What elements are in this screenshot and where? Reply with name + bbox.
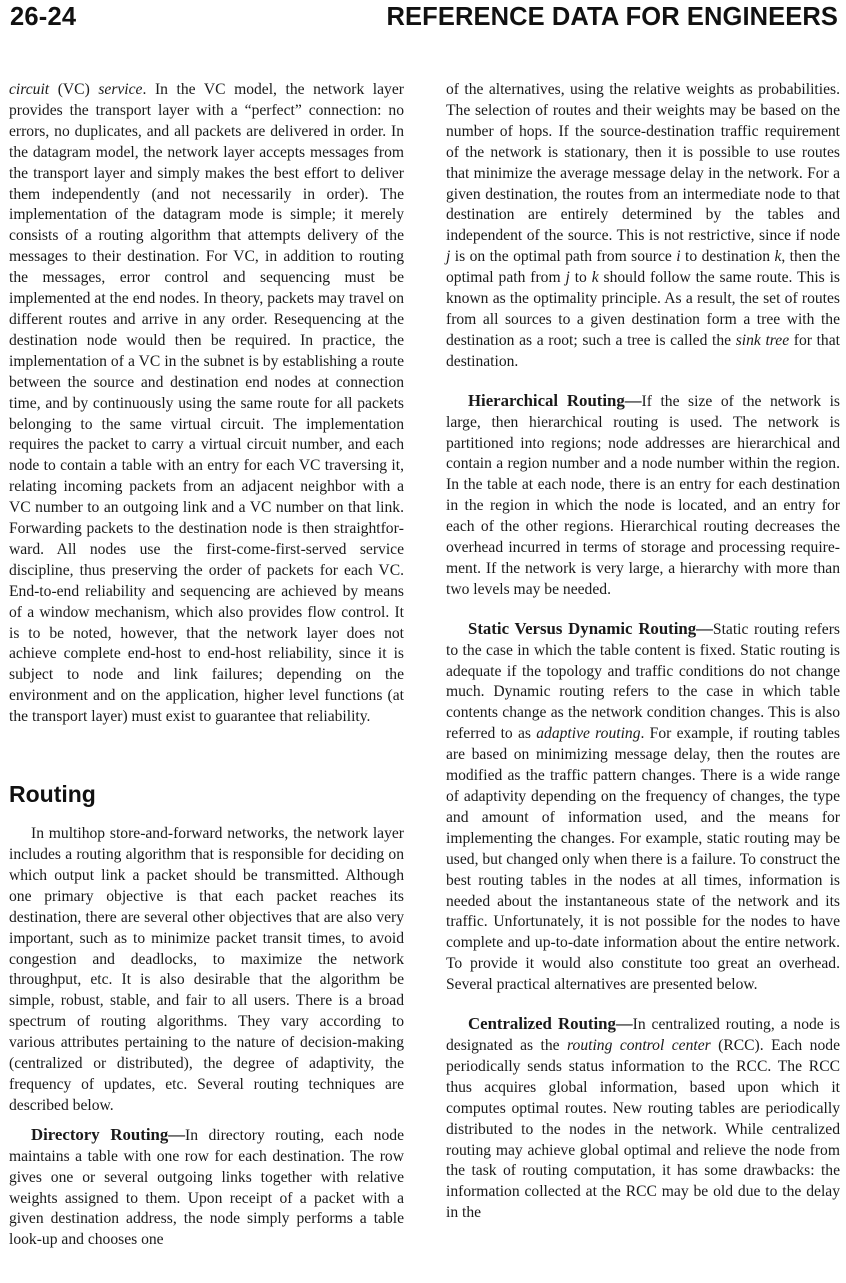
- running-header: [10, 0, 838, 34]
- italic-term: i: [676, 248, 681, 266]
- text-run: (VC): [49, 81, 99, 98]
- subheading-static-dynamic-routing: Static Versus Dynamic Routing—: [468, 618, 713, 638]
- subheading-hierarchical-routing: Hierarchical Routing—: [468, 390, 642, 410]
- subheading-directory-routing: Directory Routing—: [31, 1124, 186, 1144]
- paragraph-centralized-routing: [446, 1014, 840, 1224]
- paragraph-directory-continued: [446, 80, 840, 373]
- text-run: Static routing refers to the case in which the table content is fixed. Static routing is adequate if the topology and traffic conditions do not change much. Dynamic routing refers to the case in which table contents change as the network condition changes. This is also referred to as: [446, 620, 840, 743]
- text-run: In directory routing, each node maintains a table with one row for each destination. The row gives one or several outgoing links together with relative weights assigned to them. Upon receipt of a packet with a given destination address, the node simply performs a table look-up and chooses one: [9, 1126, 404, 1249]
- text-run: for that destination.: [446, 331, 840, 370]
- italic-term: sink tree: [735, 331, 790, 349]
- text-run: to: [569, 269, 592, 287]
- italic-term: routing control center: [567, 1036, 711, 1054]
- page-number: 26-24: [10, 3, 77, 31]
- paragraph-directory-routing: [9, 1125, 404, 1251]
- text-run: In centralized routing, a node is designated as the: [446, 1016, 840, 1054]
- running-title: REFERENCE DATA FOR ENGINEERS: [386, 3, 838, 31]
- left-column: [9, 80, 404, 1251]
- italic-term: k: [591, 269, 599, 287]
- text-run: . In the VC model, the network layer provides the transport layer with a “perfect” connection: no errors, no duplicates, and all packets are delivered in order. In the datagram model, the network layer accepts messages from the transport layer and simply makes the best effort to deliver them independently (and not necessarily in order). The implementation of the datagram mode is simple; it merely consists of a routing algorithm that attempts delivery of the messages to their destination. For VC, in addition to routing the messages, error control and sequencing must be implemented at the end nodes. In theory, packets may travel on different routes and arrive in any order. Resequencing at the destination node would then be required. In practice, the implementation of a VC in the subnet is by establishing a route between the source and destination end nodes at connection time, and by continuously using the same route for all packets belonging to the same virtual circuit. The implementation requires the packet to carry a virtual circuit number, and each node to contain a table with an entry for each VC traversing it, relating incoming packets from an adjacent neighbor with a VC number to an outgoing link and a VC number on that link. Forwarding packets to the destination node is then straightforward. All nodes use the first-come-first-served service discipline, thus preserving the order of packets for each VC. End-to-end reliability and sequencing are achieved by means of a window mechanism, which also provides flow control. It is to be noted, however, that the network layer does not achieve complete end-host to end-host reliability, since it is subject to node and link failures; depending on the environment and on the application, higher level functions (at the transport layer) must exist to guarantee that reliability.: [9, 81, 404, 726]
- text-run: is on the optimal path from source: [450, 248, 677, 266]
- text-run: . For example, if routing tables are based on minimizing message delay, then the routes are modified as the traffic pattern changes. There is a wide range of adaptivity depending on the frequency of changes, the type and amount of information used, and the means for implementing the changes. For example, static routing may be used, but changed only when there is a failure. To construct the best routing tables in the nodes at all times, information is needed about the instantaneous state of the network and its traffic. Unfortunately, it is not possible for the nodes to have complete and up-to-date information about the entire network. To provide it would also constitute too great an overhead. Several practical alternatives are presented below.: [446, 725, 841, 994]
- italic-term: adaptive routing: [536, 725, 641, 743]
- italic-term: k: [774, 248, 782, 266]
- text-run: to destination: [680, 248, 775, 266]
- paragraph-vc-continued: [9, 80, 404, 728]
- text-run: , then the optimal path from: [446, 248, 840, 287]
- paragraph-hierarchical-routing: [446, 391, 840, 601]
- text-run: of the alternatives, using the relative weights as probabilities. The selection of routes and their weights may be based on the number of hops. If the source-destination traffic requirement of the network is stationary, then it is possible to use routes that minimize the average message delay in the network. For a given destination, the routes from an intermediate node to that destination are entirely determined by the tables and independent of the source. This is not restrictive, since if node: [446, 81, 840, 245]
- text-run: If the size of the network is large, then hierarchical routing is used. The network is partitioned into regions; node addresses are hierarchical and contain a region number and a node number within the region. In the table at each node, there is an entry for each destination in the region in which the node is located, and an entry for each of the other regions. Hierarchical routing decreases the overhead incurred in terms of storage and processing requirement. If the network is very large, a hierarchy with more than two levels may be needed.: [446, 392, 840, 598]
- text-run: should follow the same route. This is known as the optimality principle. As a result, the set of routes from all sources to a given destination form a tree with the destination as a root; such a tree is called the: [446, 269, 841, 349]
- paragraph-routing-intro: In multihop store-and-forward networks, the network layer includes a routing algorithm that is responsible for deciding on which output link a packet should be transmitted. Although one primary objective is that each packet reaches its destination, there are several other objectives that are also very important, such as to minimize packet transit times, to avoid congestion and deadlocks, to maximize the network throughput, etc. It is also desirable that the algorithm be simple, robust, stable, and fair to all users. There is a broad spectrum of routing algorithms. They vary according to various attributes pertaining to the nature of decision-making (centralized or distributed), the degree of adaptivity, the frequency of updates, etc. Several routing techniques are described below.: [9, 825, 404, 1114]
- subheading-centralized-routing: Centralized Routing—: [468, 1014, 633, 1034]
- text-run: (RCC). Each node periodically sends status information to the RCC. The RCC thus acquires global information, based upon which it computes optimal routes. New routing tables are periodically distributed to the nodes in the network. While centralized routing may achieve global optimal and relieve the node from the task of routing computation, it has some drawbacks: the information collected at the RCC may be old due to the delay in the: [446, 1036, 840, 1222]
- section-heading-routing: Routing: [9, 781, 96, 808]
- italic-term: j: [446, 248, 451, 266]
- italic-term: circuit: [9, 81, 50, 98]
- italic-term: j: [565, 269, 570, 287]
- right-column: [446, 80, 840, 1224]
- paragraph-static-dynamic-routing: [446, 619, 840, 996]
- italic-term: service: [98, 81, 143, 98]
